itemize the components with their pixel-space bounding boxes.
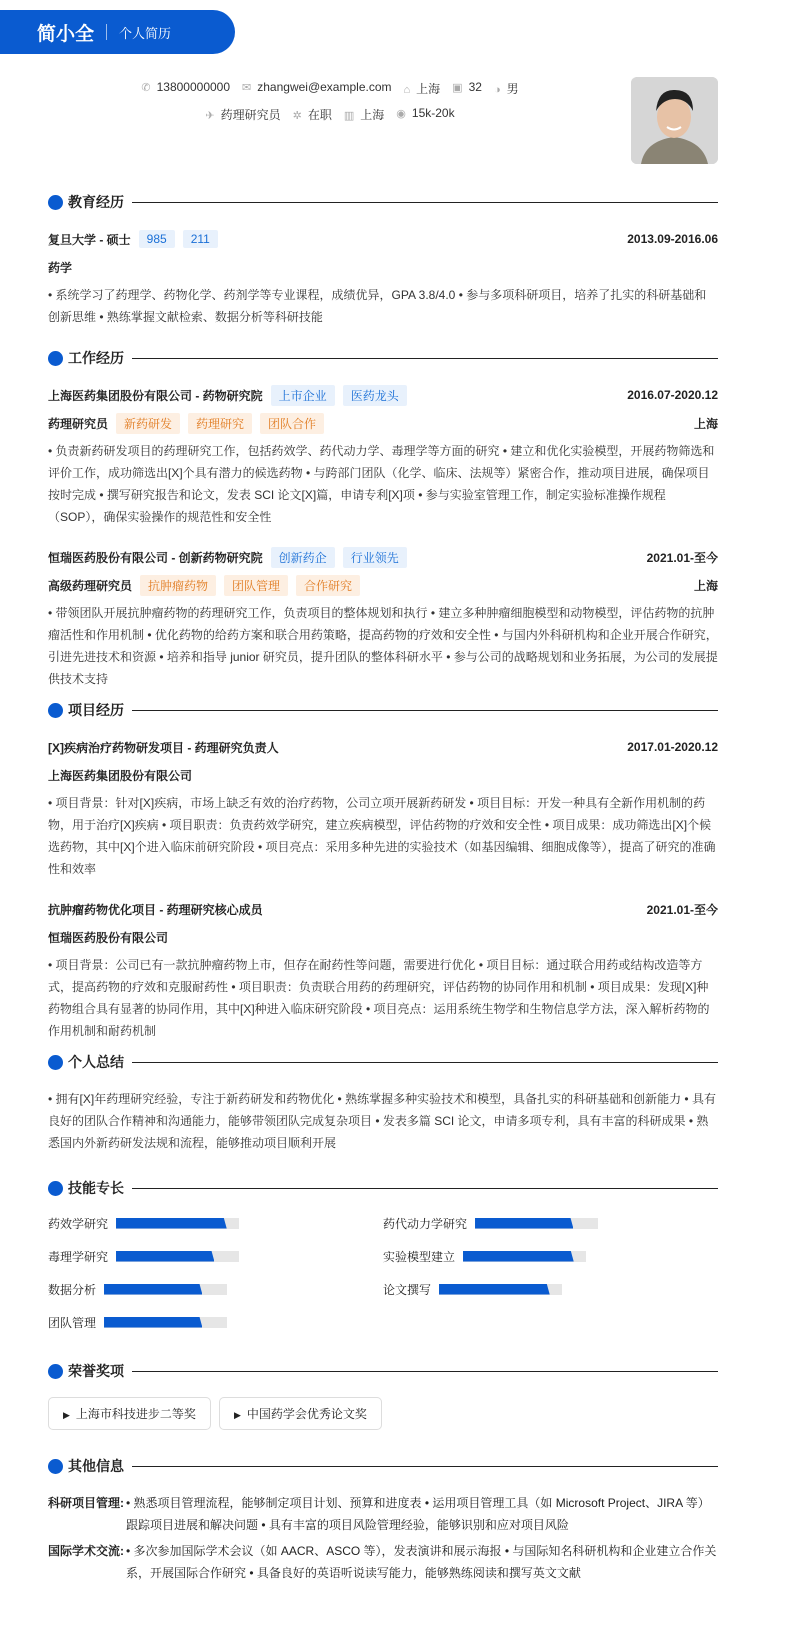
contact-item: [396, 106, 454, 123]
other-section-icon: [48, 1459, 63, 1474]
skill-bar: [439, 1284, 562, 1295]
project-title: [X]疾病治疗药物研发项目 - 药理研究负责人: [48, 740, 279, 755]
phone-icon: ✆: [141, 82, 151, 94]
major-row: [48, 256, 718, 278]
section-header-work: [48, 346, 718, 370]
summary-section-icon: [48, 1055, 63, 1070]
section-title: 技能专长: [68, 1180, 124, 1196]
skill-bar: [104, 1284, 227, 1295]
section-title: 项目经历: [68, 702, 124, 718]
awards-list: [48, 1397, 718, 1430]
company-group: [48, 385, 407, 406]
section-divider: [132, 710, 718, 711]
skill-item: [48, 1247, 383, 1265]
section-title: 其他信息: [68, 1458, 124, 1474]
education-entry: [48, 228, 718, 328]
skills-grid: [48, 1214, 718, 1331]
mail-icon: ✉: [242, 82, 252, 94]
contact-text: 男: [506, 82, 519, 96]
education-title-group: [48, 230, 218, 248]
project-title: 抗肿瘤药物优化项目 - 药理研究核心成员: [48, 902, 263, 917]
tag: 创新药企: [271, 547, 335, 568]
company-group: [48, 547, 407, 568]
other-info-value: • 熟悉项目管理流程，能够制定项目计划、预算和进度表 • 运用项目管理工具（如 Microsoft Project、JIRA 等）跟踪项目进展和解决问题 • 具有丰富的项目风险管理经验，能够识别和应对项目风险: [126, 1496, 710, 1532]
education-header: [48, 228, 718, 250]
salary-icon: ◉: [396, 108, 406, 120]
other-info-row: [48, 1540, 718, 1584]
work-header: [48, 384, 718, 406]
contact-text: 在职: [307, 108, 332, 122]
skill-bar: [116, 1251, 239, 1262]
project-entry: [48, 898, 718, 1042]
awards-section-icon: [48, 1364, 63, 1379]
education-section-icon: [48, 195, 63, 210]
other-info-value: • 多次参加国际学术会议（如 AACR、ASCO 等），发表演讲和展示海报 • 与国际知名科研机构和企业建立合作关系，开展国际合作研究 • 具备良好的英语听说读写能力，能够熟练阅读和撰写英文文献: [126, 1544, 717, 1580]
skill-bar-fill: [463, 1251, 574, 1262]
tag: 团队合作: [260, 413, 324, 434]
section-divider: [132, 1062, 718, 1063]
tag: 新药研发: [116, 413, 180, 434]
section-header-summary: [48, 1050, 718, 1074]
project-date: 2017.01-2020.12: [627, 740, 718, 754]
skill-bar: [475, 1218, 598, 1229]
major: 药学: [48, 260, 73, 275]
contact-item: [344, 106, 384, 123]
work-description: • 带领团队开展抗肿瘤药物的药理研究工作，负责项目的整体规划和执行 • 建立多种肿瘤细胞模型和动物模型，评估药物的抗肿瘤活性和作用机制 • 优化药物的给药方案和联合用药策略，提高药物的疗效和安全性 • 与国内外科研机构和企业开展合作研究，引进先进技术和资源 • 培养和指导 junior 研究员，提升团队的整体科研水平 • 参与公司的战略规划和业务拓展，为公司的发展提供技术支持: [48, 606, 718, 686]
work-header: [48, 546, 718, 568]
school-degree: 复旦大学 - 硕士: [48, 232, 131, 247]
skill-bar-fill: [104, 1317, 202, 1328]
work-city: 上海: [693, 578, 718, 593]
contact-item: [494, 80, 519, 97]
project-entry: [48, 736, 718, 880]
skill-bar-fill: [116, 1251, 214, 1262]
project-header: [48, 898, 718, 920]
skill-bar-fill: [475, 1218, 573, 1229]
skill-item: [48, 1313, 383, 1331]
skill-bar: [116, 1218, 239, 1229]
award-name: 中国药学会优秀论文奖: [246, 1407, 367, 1421]
contact-item: [242, 80, 391, 97]
section-divider: [132, 202, 718, 203]
skill-item: [48, 1280, 383, 1298]
section-header-awards: [48, 1359, 718, 1383]
section-title: 工作经历: [68, 350, 124, 366]
skill-bar: [463, 1251, 586, 1262]
section-title: 教育经历: [68, 194, 124, 210]
role-group: [48, 575, 360, 596]
section-divider: [132, 1371, 718, 1372]
skill-name: 药效学研究: [48, 1216, 109, 1231]
skill-name: 团队管理: [48, 1315, 97, 1330]
skill-name: 实验模型建立: [383, 1249, 456, 1264]
skill-name: 药代动力学研究: [383, 1216, 468, 1231]
skill-bar-fill: [439, 1284, 550, 1295]
tag: 985: [139, 230, 175, 248]
role-row: [48, 412, 718, 434]
tag: 医药龙头: [343, 385, 407, 406]
tag: 药理研究: [188, 413, 252, 434]
contact-item: [404, 80, 441, 97]
award-badge: [48, 1397, 211, 1430]
section-header-education: [48, 190, 718, 214]
project-org-row: [48, 926, 718, 948]
home-icon: ⌂: [403, 84, 411, 96]
divider: [106, 24, 107, 40]
header-banner: [0, 10, 235, 54]
work-description: • 负责新药研发项目的药理研究工作，包括药效学、药代动力学、毒理学等方面的研究 • 建立和优化实验模型，开展药物筛选和评价工作，成功筛选出[X]个具有潜力的候选药物 • 与跨部门团队（化学、临床、法规等）紧密合作，推动项目进展，确保项目按时完成 • 撰写研究报告和论文，发表 SCI 论文[X]篇，申请专利[X]项 • 参与实验室管理工作，制定实验标准操作规程（SOP），确保实验操作的规范性和安全性: [48, 444, 715, 524]
tag: 团队管理: [224, 575, 288, 596]
work-city: 上海: [693, 416, 718, 431]
skill-item: [48, 1214, 383, 1232]
tag: 抗肿瘤药物: [140, 575, 216, 596]
other-info-label: 科研项目管理:: [48, 1496, 124, 1510]
contact-text: 32: [468, 80, 482, 94]
project-description: • 项目背景：针对[X]疾病，市场上缺乏有效的治疗药物，公司立项开展新药研发 • 项目目标：开发一种具有全新作用机制的药物，用于治疗[X]疾病 • 项目职责：负责药效学研究，建立疾病模型，评估药物的疗效和安全性 • 项目成果：成功筛选出[X]个候选药物，其中[X]个进入临床前研究阶段 • 项目亮点：采用多种先进的实验技术（如基因编辑、细胞成像等），提高了研究的准确性和效率: [48, 796, 716, 876]
project-org: 上海医药集团股份有限公司: [48, 768, 193, 783]
section-divider: [132, 358, 718, 359]
contact-text: zhangwei@example.com: [257, 80, 392, 94]
age-icon: ▣: [452, 82, 463, 94]
section-header-projects: [48, 698, 718, 722]
project-header: [48, 736, 718, 758]
contact-item: [141, 80, 230, 97]
work-date: 2021.01-至今: [646, 550, 718, 565]
contact-text: 上海: [360, 108, 385, 122]
role-title: 药理研究员: [48, 416, 109, 431]
role-row: [48, 574, 718, 596]
tag: 行业领先: [343, 547, 407, 568]
section-divider: [132, 1466, 718, 1467]
other-info-label: 国际学术交流:: [48, 1544, 124, 1558]
project-date: 2021.01-至今: [646, 902, 718, 917]
contact-item: [293, 106, 332, 123]
play-triangle-icon: ▶: [233, 1410, 241, 1420]
company-name: 上海医药集团股份有限公司 - 药物研究院: [48, 388, 263, 403]
contact-text: 上海: [416, 82, 441, 96]
skills-section-icon: [48, 1181, 63, 1196]
summary-text: • 拥有[X]年药理研究经验，专注于新药研发和药物优化 • 熟练掌握多种实验技术和模型，具备扎实的科研基础和创新能力 • 具有良好的团队合作精神和沟通能力，能够带领团队完成复杂项目 • 发表多篇 SCI 论文，申请多项专利，具有丰富的科研成果 • 熟悉国内外新药研发法规和流程，能够推动项目顺利开展: [48, 1092, 716, 1150]
award-badge: [219, 1397, 382, 1430]
role-group: [48, 413, 324, 434]
section-header-other: [48, 1454, 718, 1478]
contact-text: 15k-20k: [411, 106, 455, 120]
contact-item: [205, 106, 280, 123]
skill-name: 毒理学研究: [48, 1249, 109, 1264]
section-title: 荣誉奖项: [68, 1363, 124, 1379]
skill-bar: [104, 1317, 227, 1328]
skill-name: 论文撰写: [383, 1282, 432, 1297]
resume-subtitle: 个人简历: [119, 25, 172, 41]
status-icon: ✲: [292, 110, 302, 122]
skill-item: [383, 1214, 718, 1232]
skill-bar-fill: [116, 1218, 227, 1229]
contact-text: 13800000000: [156, 80, 231, 94]
gender-icon: ◑: [493, 84, 501, 96]
role-title: 高级药理研究员: [48, 578, 133, 593]
avatar-photo: [631, 77, 718, 164]
education-description: • 系统学习了药理学、药物化学、药剂学等专业课程，成绩优异，GPA 3.8/4.0 • 参与多项科研项目，培养了扎实的科研基础和创新思维 • 熟练掌握文献检索、数据分析等科研技能: [48, 288, 707, 324]
project-description: • 项目背景：公司已有一款抗肿瘤药物上市，但存在耐药性等问题，需要进行优化 • 项目目标：通过联合用药或结构改造等方式，提高药物的疗效和克服耐药性 • 项目职责：负责联合用药的药理研究，评估药物的协同作用和机制 • 项目成果：发现[X]种药物组合具有显著的协同作用，其中[X]种进入临床研究阶段 • 项目亮点：运用系统生物学和生物信息学方法，深入解析药物的作用机制和耐药机制: [48, 958, 710, 1038]
candidate-name: 简小全: [37, 23, 95, 45]
skill-name: 数据分析: [48, 1282, 97, 1297]
project-org: 恒瑞医药股份有限公司: [48, 930, 169, 945]
play-triangle-icon: ▶: [63, 1410, 70, 1420]
contact-row-2: [0, 106, 660, 123]
education-date: 2013.09-2016.06: [627, 232, 718, 246]
work-entry: [48, 546, 718, 690]
other-info-row: [48, 1492, 718, 1536]
building-icon: ▥: [343, 110, 355, 122]
contact-text: 药理研究员: [220, 108, 281, 122]
resume-body: [48, 190, 718, 1588]
work-section-icon: [48, 351, 63, 366]
company-name: 恒瑞医药股份有限公司 - 创新药物研究院: [48, 550, 263, 565]
skill-item: [383, 1280, 718, 1298]
projects-section-icon: [48, 703, 63, 718]
position-icon: ✈: [205, 110, 215, 122]
contact-item: [452, 80, 482, 97]
tag: 上市企业: [271, 385, 335, 406]
tag: 合作研究: [296, 575, 360, 596]
tag: 211: [183, 230, 218, 248]
skill-bar-fill: [104, 1284, 202, 1295]
work-date: 2016.07-2020.12: [627, 388, 718, 402]
section-header-skills: [48, 1176, 718, 1200]
contact-row-1: [0, 80, 660, 97]
skill-item: [383, 1247, 718, 1265]
work-entry: [48, 384, 718, 528]
section-title: 个人总结: [68, 1054, 124, 1070]
project-org-row: [48, 764, 718, 786]
award-name: 上海市科技进步二等奖: [75, 1407, 196, 1421]
section-divider: [132, 1188, 718, 1189]
